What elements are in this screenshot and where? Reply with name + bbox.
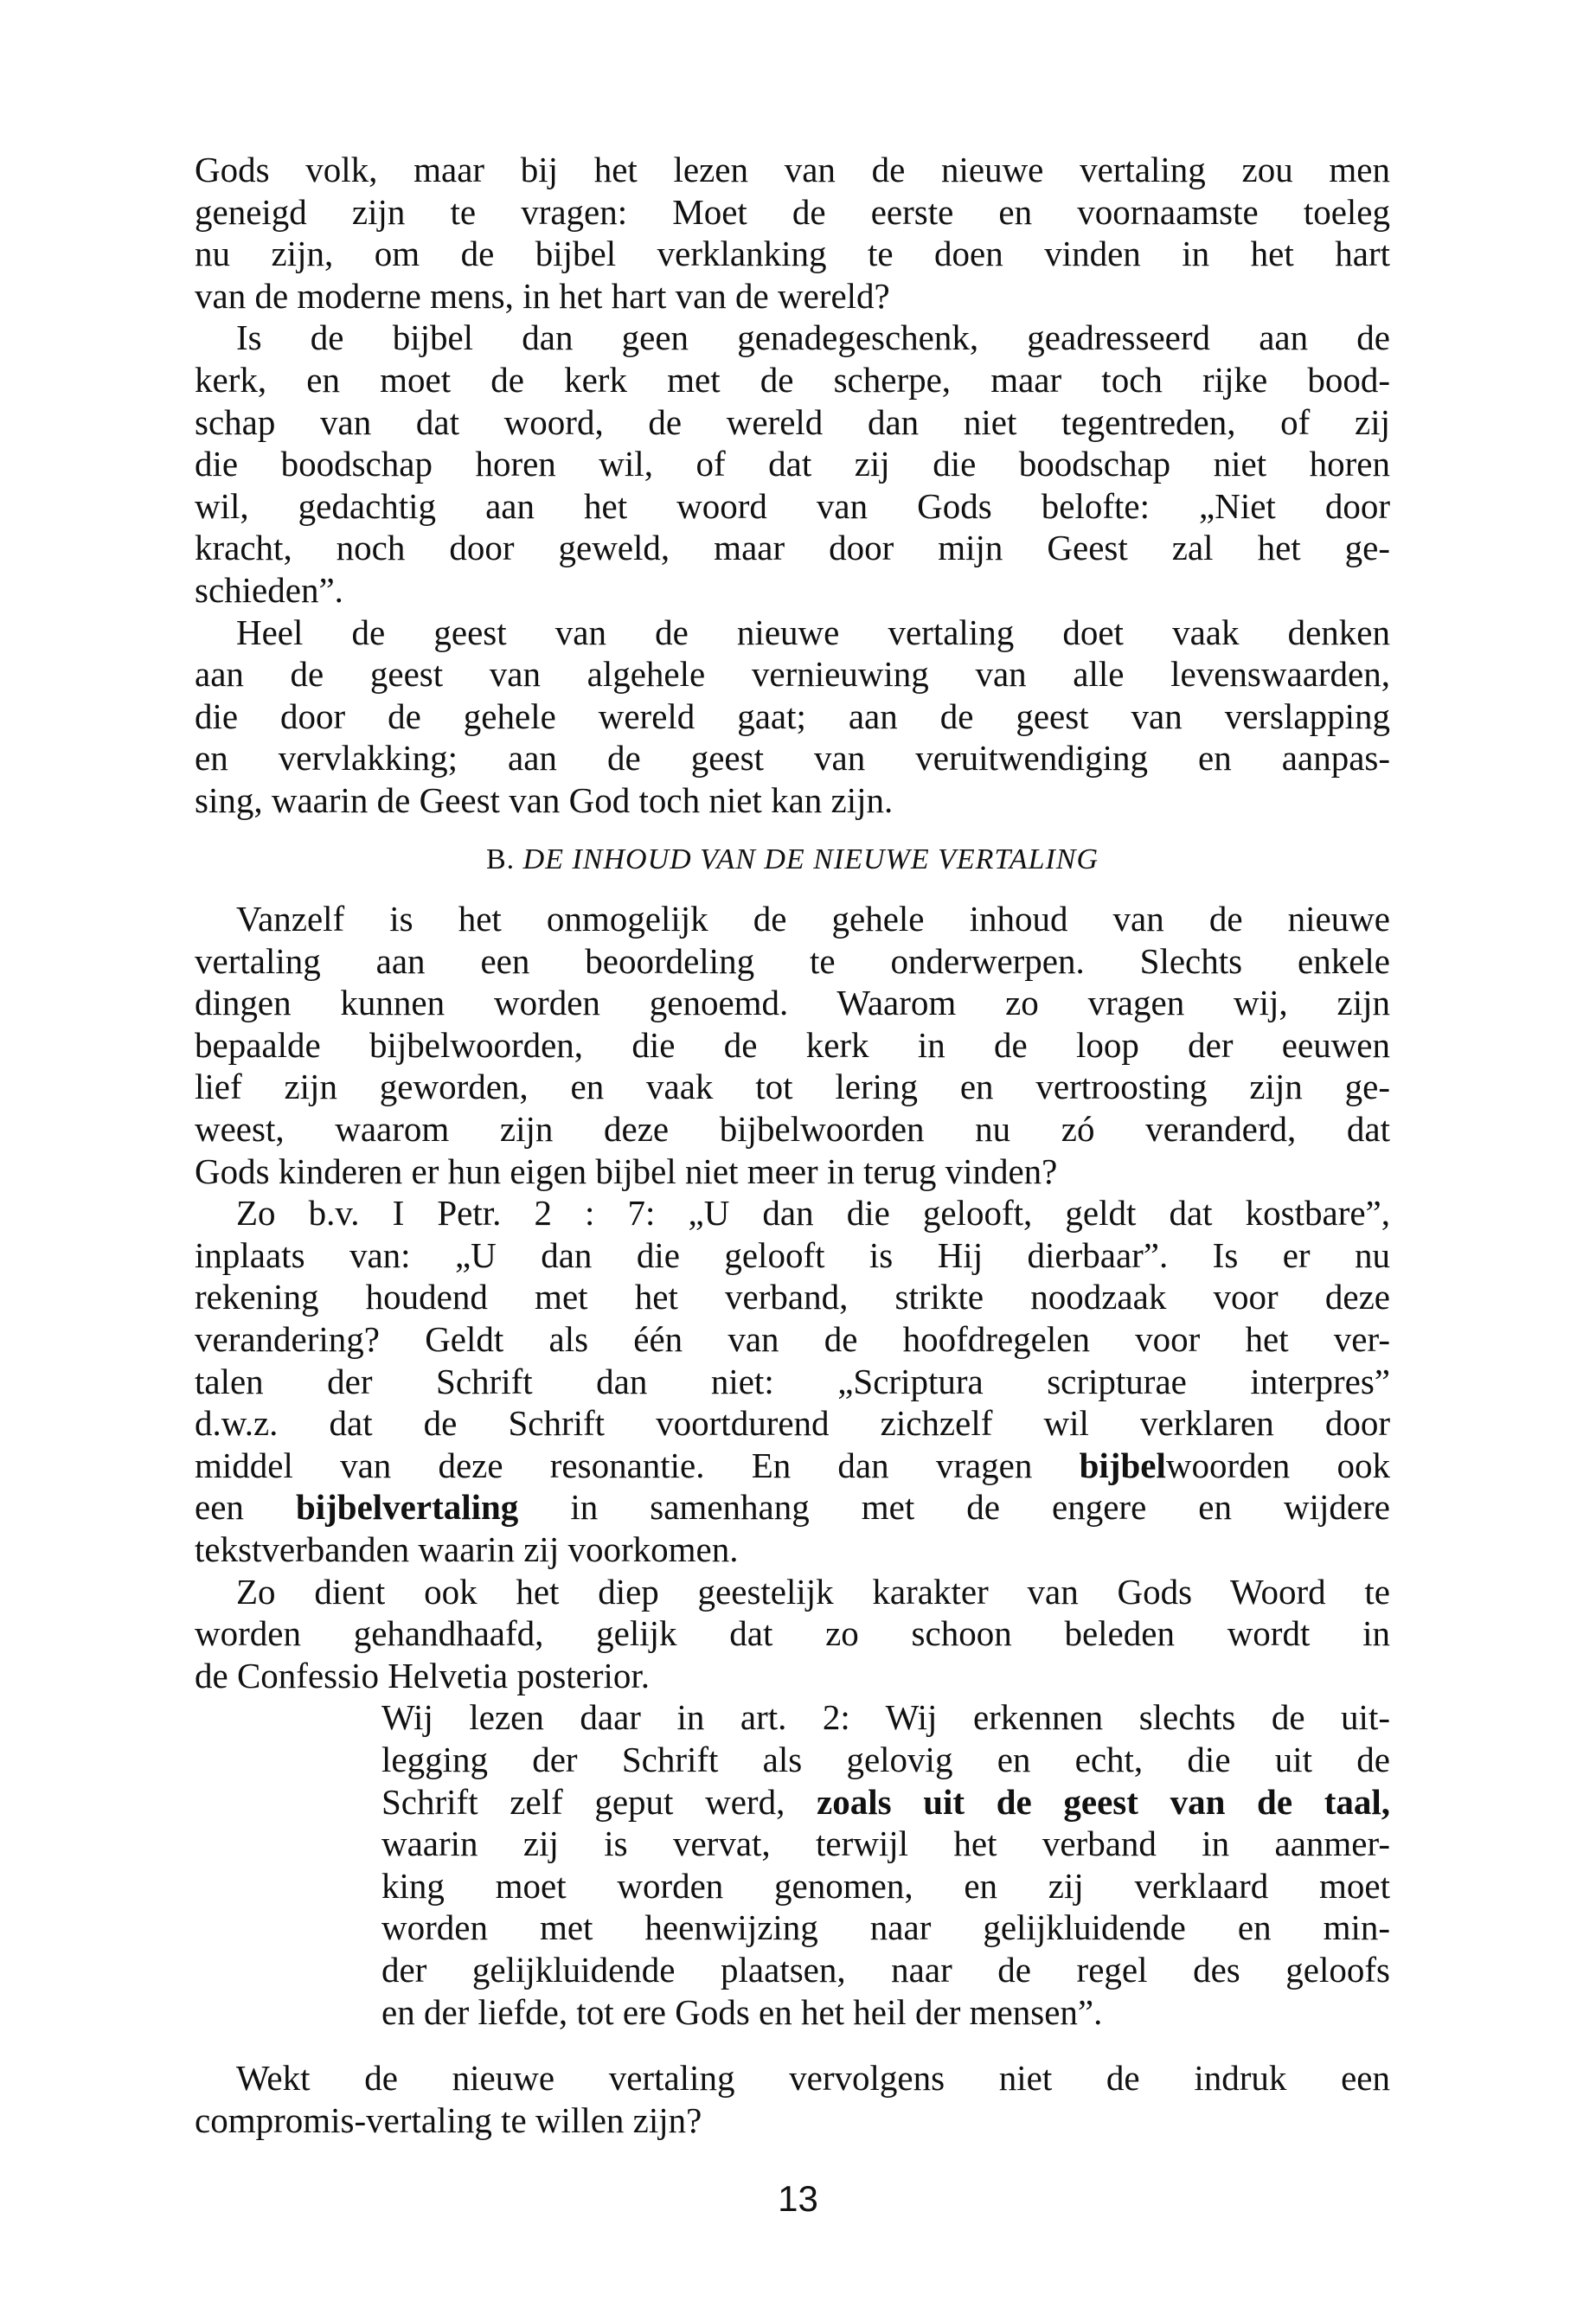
text-line	[381, 1696, 1390, 1739]
text-span: worden gehandhaafd, gelijk dat zo schoon beleden wordt in	[195, 1613, 1390, 1654]
bold-text: zoals uit de geest van de taal,	[817, 1781, 1390, 1822]
paragraph	[195, 149, 1390, 317]
text-line	[381, 1949, 1390, 1991]
text-span: Zo dient ook het diep geestelijk karakter van Gods Woord te	[236, 1571, 1390, 1612]
text-span: inplaats van: „U dan die gelooft is Hij dierbaar”. Is er nu	[195, 1234, 1390, 1275]
text-line	[195, 1529, 1390, 1571]
text-line	[195, 401, 1390, 444]
text-line	[381, 1865, 1390, 1907]
text-line	[195, 1402, 1390, 1445]
text-span: bepaalde bijbelwoorden, die de kerk in de loop der eeuwen	[195, 1024, 1390, 1065]
text-span: verandering? Geldt als één van de hoofdregelen voor het ver-	[195, 1319, 1390, 1360]
text-line	[195, 1612, 1390, 1655]
page-number: 13	[778, 2178, 818, 2219]
text-line	[195, 1066, 1390, 1108]
paragraph	[195, 2057, 1390, 2141]
text-line	[195, 2057, 1390, 2099]
text-line	[195, 737, 1390, 779]
text-span: kerk, en moet de kerk met de scherpe, maar toch rijke bood-	[195, 359, 1390, 400]
text-line	[195, 2099, 1390, 2142]
paragraph	[195, 317, 1390, 611]
text-line	[195, 1318, 1390, 1361]
text-span: rekening houdend met het verband, strikte noodzaak voor deze	[195, 1277, 1390, 1317]
text-line	[195, 191, 1390, 234]
text-span: schap van dat woord, de wereld dan niet tegentreden, of zij	[195, 401, 1390, 442]
text-span: schieden”.	[195, 569, 343, 610]
text-span: talen der Schrift dan niet: „Scriptura scripturae interpres”	[195, 1361, 1390, 1401]
text-line	[195, 233, 1390, 275]
text-line	[195, 485, 1390, 528]
text-span: en der liefde, tot ere Gods en het heil der mensen”.	[381, 1991, 1103, 2032]
text-span: van de moderne mens, in het hart van de wereld?	[195, 275, 890, 316]
text-line	[195, 898, 1390, 940]
paragraph	[195, 612, 1390, 822]
text-line	[195, 359, 1390, 401]
text-line	[195, 612, 1390, 654]
text-line	[381, 1781, 1390, 1823]
text-span: legging der Schrift als gelovig en echt, die uit de	[381, 1739, 1390, 1779]
text-line	[195, 940, 1390, 983]
section-heading	[195, 839, 1390, 881]
text-span: aan de geest van algehele vernieuwing van alle levenswaarden,	[195, 654, 1390, 695]
text-span: vertaling aan een beoordeling te onderwerpen. Slechts enkele	[195, 940, 1390, 981]
text-line	[381, 1991, 1390, 2034]
text-line	[195, 1234, 1390, 1277]
text-span: middel van deze resonantie. En dan vragen	[195, 1445, 1080, 1485]
text-span: woorden ook	[1165, 1445, 1391, 1485]
text-span: in samenhang met de engere en wijdere	[518, 1487, 1390, 1528]
text-span: nu zijn, om de bijbel verklanking te doen vinden in het hart	[195, 234, 1390, 274]
text-span: Is de bijbel dan geen genadegeschenk, geadresseerd aan de	[236, 317, 1390, 358]
page-body	[195, 149, 1390, 2141]
section-closing	[195, 2057, 1390, 2141]
text-line	[195, 275, 1390, 317]
text-line	[195, 443, 1390, 485]
text-line	[195, 1571, 1390, 1613]
text-span: Zo b.v. I Petr. 2 : 7: „U dan die gelooft, geldt dat kostbare”,	[236, 1193, 1390, 1234]
text-span: en vervlakking; aan de geest van veruitwendiging en aanpas-	[195, 738, 1390, 779]
section-intro	[195, 149, 1390, 822]
paragraph	[195, 898, 1390, 1192]
text-span: dingen kunnen worden genoemd. Waarom zo vragen wij, zijn	[195, 983, 1390, 1023]
text-span: der gelijkluidende plaatsen, naar de regel des geloofs	[381, 1949, 1390, 1990]
text-line	[195, 653, 1390, 695]
text-span: Gods volk, maar bij het lezen van de nieuwe vertaling zou men	[195, 150, 1390, 189]
text-span: Schrift zelf geput werd,	[381, 1781, 817, 1822]
text-line	[195, 569, 1390, 612]
section-content	[195, 898, 1390, 1696]
section-heading-prefix: B.	[485, 843, 516, 875]
text-span: tekstverbanden waarin zij voorkomen.	[195, 1529, 739, 1569]
text-line	[381, 1907, 1390, 1949]
block-quote	[195, 1696, 1390, 2033]
text-line	[195, 1192, 1390, 1234]
text-span: geneigd zijn te vragen: Moet de eerste en voornaamste toeleg	[195, 191, 1390, 232]
text-line	[195, 1108, 1390, 1150]
text-line	[195, 1445, 1390, 1487]
paragraph	[195, 1571, 1390, 1697]
section-heading-title: DE INHOUD VAN DE NIEUWE VERTALING	[522, 843, 1099, 875]
text-span: kracht, noch door geweld, maar door mijn Geest zal het ge-	[195, 528, 1390, 568]
text-line	[195, 1655, 1390, 1697]
text-span: die boodschap horen wil, of dat zij die boodschap niet horen	[195, 444, 1390, 484]
text-line	[195, 149, 1390, 191]
text-span: d.w.z. dat de Schrift voortdurend zichzelf wil verklaren door	[195, 1403, 1390, 1444]
text-span: wil, gedachtig aan het woord van Gods belofte: „Niet door	[195, 485, 1390, 526]
text-line	[195, 317, 1390, 359]
text-line	[195, 982, 1390, 1024]
text-span: lief zijn geworden, en vaak tot lering en vertroosting zijn ge-	[195, 1067, 1390, 1107]
text-span: compromis-vertaling te willen zijn?	[195, 2099, 702, 2140]
text-line	[195, 527, 1390, 569]
bold-text: bijbelvertaling	[295, 1487, 519, 1528]
bold-text: bijbel	[1079, 1445, 1166, 1485]
text-span: Vanzelf is het onmogelijk de gehele inhoud van de nieuwe	[236, 899, 1390, 939]
text-line	[381, 1739, 1390, 1781]
text-span: Wekt de nieuwe vertaling vervolgens niet de indruk een	[236, 2058, 1390, 2099]
text-span: Wij lezen daar in art. 2: Wij erkennen slechts de uit-	[381, 1697, 1390, 1738]
text-span: de Confessio Helvetia posterior.	[195, 1655, 651, 1695]
text-span: Heel de geest van de nieuwe vertaling doet vaak denken	[236, 612, 1390, 652]
text-span: weest, waarom zijn deze bijbelwoorden nu zó veranderd, dat	[195, 1109, 1390, 1150]
paragraph	[195, 1192, 1390, 1570]
text-line	[195, 1276, 1390, 1318]
text-line	[195, 695, 1390, 738]
text-span: Gods kinderen er hun eigen bijbel niet meer in terug vinden?	[195, 1150, 1058, 1191]
text-line	[195, 1024, 1390, 1067]
text-span: waarin zij is vervat, terwijl het verband in aanmer-	[381, 1823, 1390, 1864]
text-span: worden met heenwijzing naar gelijkluidende en min-	[381, 1907, 1390, 1948]
text-span: een	[195, 1487, 296, 1528]
text-span: sing, waarin de Geest van God toch niet kan zijn.	[195, 779, 894, 820]
text-line	[195, 1150, 1390, 1193]
text-line	[195, 1361, 1390, 1403]
text-span: die door de gehele wereld gaat; aan de geest van verslapping	[195, 695, 1390, 736]
text-line	[381, 1823, 1390, 1865]
text-span: king moet worden genomen, en zij verklaard moet	[381, 1865, 1390, 1906]
text-line	[195, 779, 1390, 822]
text-line	[195, 1486, 1390, 1529]
